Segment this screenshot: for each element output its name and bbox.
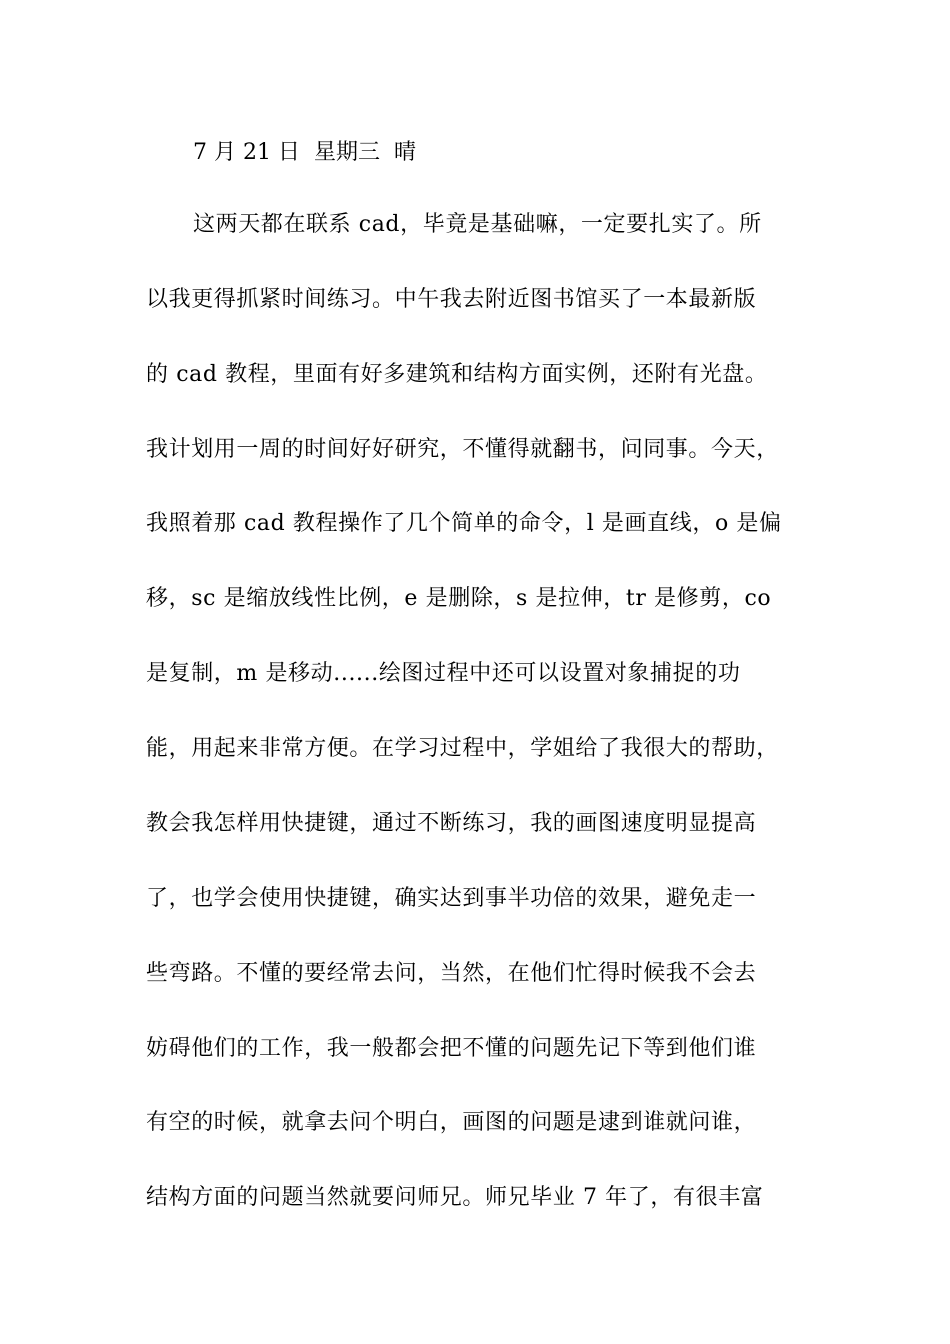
text-line: 妨碍他们的工作，我一般都会把不懂的问题先记下等到他们谁 (146, 1036, 757, 1061)
text-line: 是复制，m 是移动......绘图过程中还可以设置对象捕捉的功 (146, 661, 741, 686)
text-line: 教会我怎样用快捷键，通过不断练习，我的画图速度明显提高 (146, 811, 757, 836)
text-line: 有空的时候，就拿去问个明白，画图的问题是逮到谁就问谁， (146, 1110, 757, 1135)
text-line: 我计划用一周的时间好好研究，不懂得就翻书，问同事。今天， (146, 437, 779, 462)
text-line: 以我更得抓紧时间练习。中午我去附近图书馆买了一本最新版 (146, 287, 757, 312)
text-line: 移，sc 是缩放线性比例，e 是删除，s 是拉伸，tr 是修剪，co (146, 586, 772, 611)
text-line: 了，也学会使用快捷键，确实达到事半功倍的效果，避免走一 (146, 886, 757, 911)
text-line: 我照着那 cad 教程操作了几个简单的命令，l 是画直线，o 是偏 (146, 511, 782, 536)
text-line: 的 cad 教程，里面有好多建筑和结构方面实例，还附有光盘。 (146, 362, 768, 387)
text-line: 能，用起来非常方便。在学习过程中，学姐给了我很大的帮助， (146, 736, 779, 761)
text-line: 结构方面的问题当然就要问师兄。师兄毕业 7 年了，有很丰富 (146, 1185, 764, 1210)
diary-date-heading: 7 月 21 日 星期三 晴 (193, 140, 416, 165)
text-line: 这两天都在联系 cad，毕竟是基础嘛，一定要扎实了。所 (193, 212, 762, 237)
text-line: 些弯路。不懂的要经常去问，当然，在他们忙得时候我不会去 (146, 961, 757, 986)
